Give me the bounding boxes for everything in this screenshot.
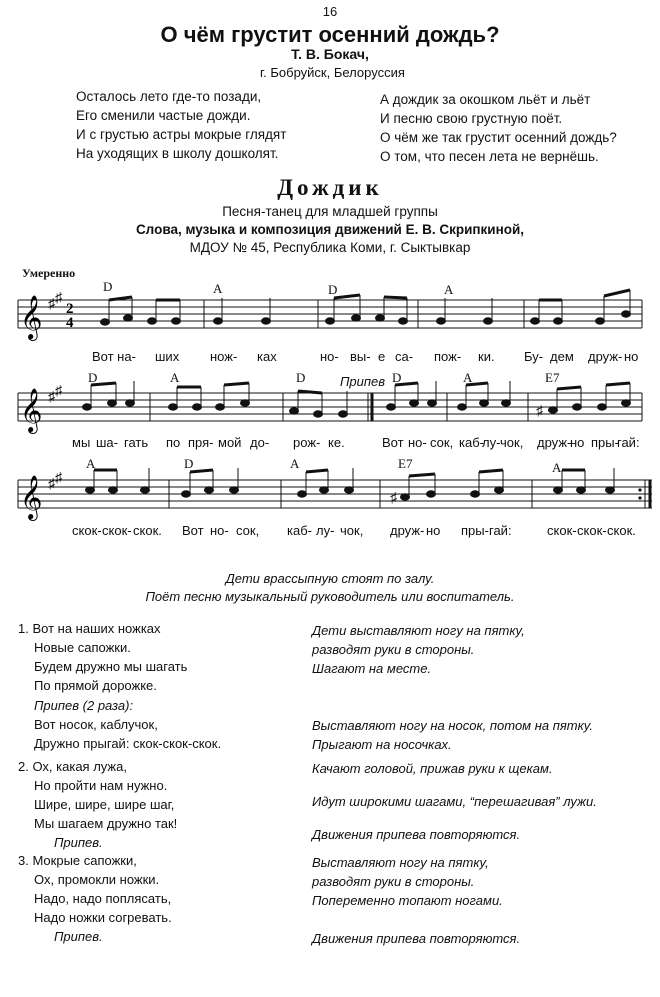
- verse-3: [18, 851, 172, 946]
- action-line: Выставляют ногу на пятку,: [312, 855, 489, 870]
- poem-line: Его сменили частые дожди.: [76, 108, 251, 123]
- refrain-block: [34, 696, 221, 753]
- lyric-syllable: ке.: [328, 435, 345, 450]
- lyric-syllable: скок-: [72, 523, 102, 538]
- chord-label: A: [213, 281, 223, 296]
- lyric-syllable: ках: [257, 349, 277, 364]
- verse-line: Но пройти нам нужно.: [34, 778, 168, 793]
- verse-line: Дружно прыгай: скок-скок-скок.: [34, 736, 222, 751]
- lyric-syllable: чок,: [500, 435, 524, 450]
- chord-label: D: [184, 456, 194, 471]
- lyric-syllable: са-: [395, 349, 414, 364]
- chord-label: A: [170, 370, 180, 385]
- poem-line: О чём же так грустит осенний дождь?: [380, 130, 617, 145]
- lyric-syllable: гать: [124, 435, 149, 450]
- lyric-syllable: Бу-: [524, 349, 544, 364]
- lyric-syllable: но: [624, 349, 639, 364]
- verse-line: Новые сапожки.: [34, 640, 131, 655]
- action-line: Качают головой, прижав руки к щекам.: [312, 761, 553, 776]
- sharp-icon: ♯: [48, 390, 55, 405]
- poem-place: г. Бобруйск, Белоруссия: [260, 65, 405, 80]
- poem-author: Т. В. Бокач,: [291, 46, 369, 62]
- tempo-marking: Умеренно: [22, 266, 76, 280]
- lyric-syllable: друж-: [588, 349, 623, 364]
- lyric-syllable: ших: [155, 349, 180, 364]
- lyric-syllable: до-: [250, 435, 270, 450]
- actions-verse-1: [312, 621, 525, 678]
- repeat-dot: [638, 488, 641, 491]
- refrain-label: Припев.: [54, 929, 103, 944]
- refrain-label: Припев.: [54, 835, 103, 850]
- lyric-syllable: друж-: [537, 435, 572, 450]
- sharp-icon: ♯: [48, 297, 55, 312]
- lyric-syllable: ша-: [96, 435, 118, 450]
- page-number: 16: [322, 4, 338, 19]
- sharp-icon: ♯: [55, 471, 62, 486]
- lyric-syllable: Вот: [182, 523, 204, 538]
- lyric-syllable: пря-: [188, 435, 214, 450]
- repeat-dot: [638, 496, 641, 499]
- treble-clef-icon: 𝄞: [20, 297, 43, 339]
- lyric-syllable: Вот: [382, 435, 404, 450]
- lyric-syllable: вы-: [350, 349, 371, 364]
- verse-line: Надо, надо поплясать,: [34, 891, 172, 906]
- poem-line: И песню свою грустную поёт.: [380, 111, 563, 126]
- lyric-syllable: но: [570, 435, 585, 450]
- verse-line: Шире, шире, шире шаг,: [34, 797, 175, 812]
- action-line: Прыгают на носочках.: [312, 737, 452, 752]
- lyric-syllable: каб-: [287, 523, 312, 538]
- verse-1: [18, 619, 187, 695]
- lyric-syllable: гай:: [489, 523, 512, 538]
- lyric-syllable: лу-: [316, 523, 335, 538]
- lyric-syllable: ки.: [478, 349, 495, 364]
- lyric-syllable: дем: [550, 349, 574, 364]
- lyric-syllable: мой: [218, 435, 242, 450]
- verse-line: Ох, промокли ножки.: [34, 872, 160, 887]
- actions-verse-2: [312, 759, 597, 844]
- refrain-marker: Припев: [340, 374, 386, 389]
- sharp-icon: ♯: [48, 477, 55, 492]
- music-staff-2: [0, 363, 660, 443]
- sharp-icon: ♯: [55, 384, 62, 399]
- lyric-syllable: рож-: [293, 435, 321, 450]
- action-line: разводят руки в стороны.: [312, 874, 475, 889]
- chord-label: A: [552, 460, 562, 475]
- lyric-syllable: чок,: [340, 523, 364, 538]
- refrain-label: Припев (2 раза):: [34, 698, 134, 713]
- action-line: Идут широкими шагами, “перешагивая” лужи.: [312, 794, 597, 809]
- action-line: Движения припева повторяются.: [312, 931, 521, 946]
- song-institution: МДОУ № 45, Республика Коми, г. Сыктывкар: [189, 240, 471, 255]
- lyric-syllable: сок,: [430, 435, 454, 450]
- chord-label: D: [392, 370, 402, 385]
- action-line: Попеременно топают ногами.: [312, 893, 503, 908]
- poem-line: И с грустью астры мокрые глядят: [76, 127, 287, 142]
- action-line: Движения припева повторяются.: [312, 827, 521, 842]
- treble-clef-icon: 𝄞: [20, 390, 43, 432]
- actions-refrain: [312, 716, 593, 754]
- lyric-syllable: скок-: [547, 523, 577, 538]
- poem-line: О том, что песен лета не вернёшь.: [380, 149, 599, 164]
- verse-line: Вот носок, каблучок,: [34, 717, 158, 732]
- chord-label: D: [296, 370, 306, 385]
- lyric-syllable: скок.: [133, 523, 162, 538]
- lyric-syllable: но-: [408, 435, 427, 450]
- lyric-syllable: скок.: [607, 523, 636, 538]
- lyric-syllable: скок-: [102, 523, 132, 538]
- lyric-syllable: нож-: [210, 349, 238, 364]
- poem-line: Осталось лето где-то позади,: [76, 89, 262, 104]
- song-title: Дождик: [277, 175, 383, 200]
- chord-label: A: [463, 370, 473, 385]
- action-line: Шагают на месте.: [312, 661, 432, 676]
- chord-label: D: [103, 279, 113, 294]
- lyric-syllable: пож-: [434, 349, 462, 364]
- lyric-syllable: сок,: [236, 523, 260, 538]
- verse-line: Надо ножки согревать.: [34, 910, 172, 925]
- poem-stanza-left: [76, 87, 286, 163]
- poem-stanza-right: [380, 90, 617, 166]
- dance-intro: Дети врассыпную стоят по залу.: [225, 571, 435, 586]
- verse-2: [18, 757, 177, 852]
- lyric-syllable: е: [378, 349, 386, 364]
- poem-title: О чём грустит осенний дождь?: [160, 22, 500, 47]
- verse-line: По прямой дорожке.: [34, 678, 157, 693]
- chord-label: E7: [545, 370, 560, 385]
- time-signature-top: 2: [66, 301, 74, 317]
- lyric-syllable: но: [426, 523, 441, 538]
- treble-clef-icon: 𝄞: [20, 477, 43, 519]
- verse-line: Мы шагаем дружно так!: [34, 816, 178, 831]
- chord-label: A: [290, 456, 300, 471]
- lyric-syllable: лу-: [482, 435, 501, 450]
- lyric-syllable: скок-: [577, 523, 607, 538]
- verse-line: Будем дружно мы шагать: [34, 659, 188, 674]
- poem-line: А дождик за окошком льёт и льёт: [380, 92, 591, 107]
- action-line: разводят руки в стороны.: [312, 642, 475, 657]
- action-line: Дети выставляют ногу на пятку,: [312, 623, 525, 638]
- chord-label: D: [88, 370, 98, 385]
- poem-line: На уходящих в школу дошколят.: [76, 146, 279, 161]
- lyric-syllable: каб-: [459, 435, 484, 450]
- chord-label: D: [328, 282, 338, 297]
- lyric-syllable: гай:: [617, 435, 640, 450]
- verse-line: 1. Вот на наших ножках: [18, 621, 161, 636]
- lyric-syllable: пры-: [461, 523, 489, 538]
- chord-label: A: [86, 456, 96, 471]
- verse-line: 2. Ох, какая лужа,: [18, 759, 127, 774]
- verse-line: 3. Мокрые сапожки,: [18, 853, 137, 868]
- lyric-syllable: мы: [72, 435, 91, 450]
- svg-text:♯: ♯: [390, 491, 397, 506]
- lyric-syllable: но-: [210, 523, 229, 538]
- actions-verse-3: [312, 853, 520, 948]
- song-subtitle: Песня-танец для младшей группы: [222, 204, 438, 219]
- lyric-syllable: но-: [320, 349, 339, 364]
- dance-intro: Поёт песню музыкальный руководитель или воспитатель.: [145, 589, 515, 604]
- song-credits: Слова, музыка и композиция движений Е. В. Скрипкиной,: [135, 222, 525, 237]
- lyric-syllable: друж-: [390, 523, 425, 538]
- lyric-syllable: Вот на-: [92, 349, 136, 364]
- lyric-syllable: по: [166, 435, 181, 450]
- time-signature-bottom: 4: [66, 315, 74, 331]
- svg-text:♯: ♯: [536, 404, 543, 419]
- lyric-syllable: пры-: [591, 435, 619, 450]
- action-line: Выставляют ногу на носок, потом на пятку.: [312, 718, 593, 733]
- chord-label: E7: [398, 456, 413, 471]
- chord-label: A: [444, 282, 454, 297]
- sharp-icon: ♯: [55, 291, 62, 306]
